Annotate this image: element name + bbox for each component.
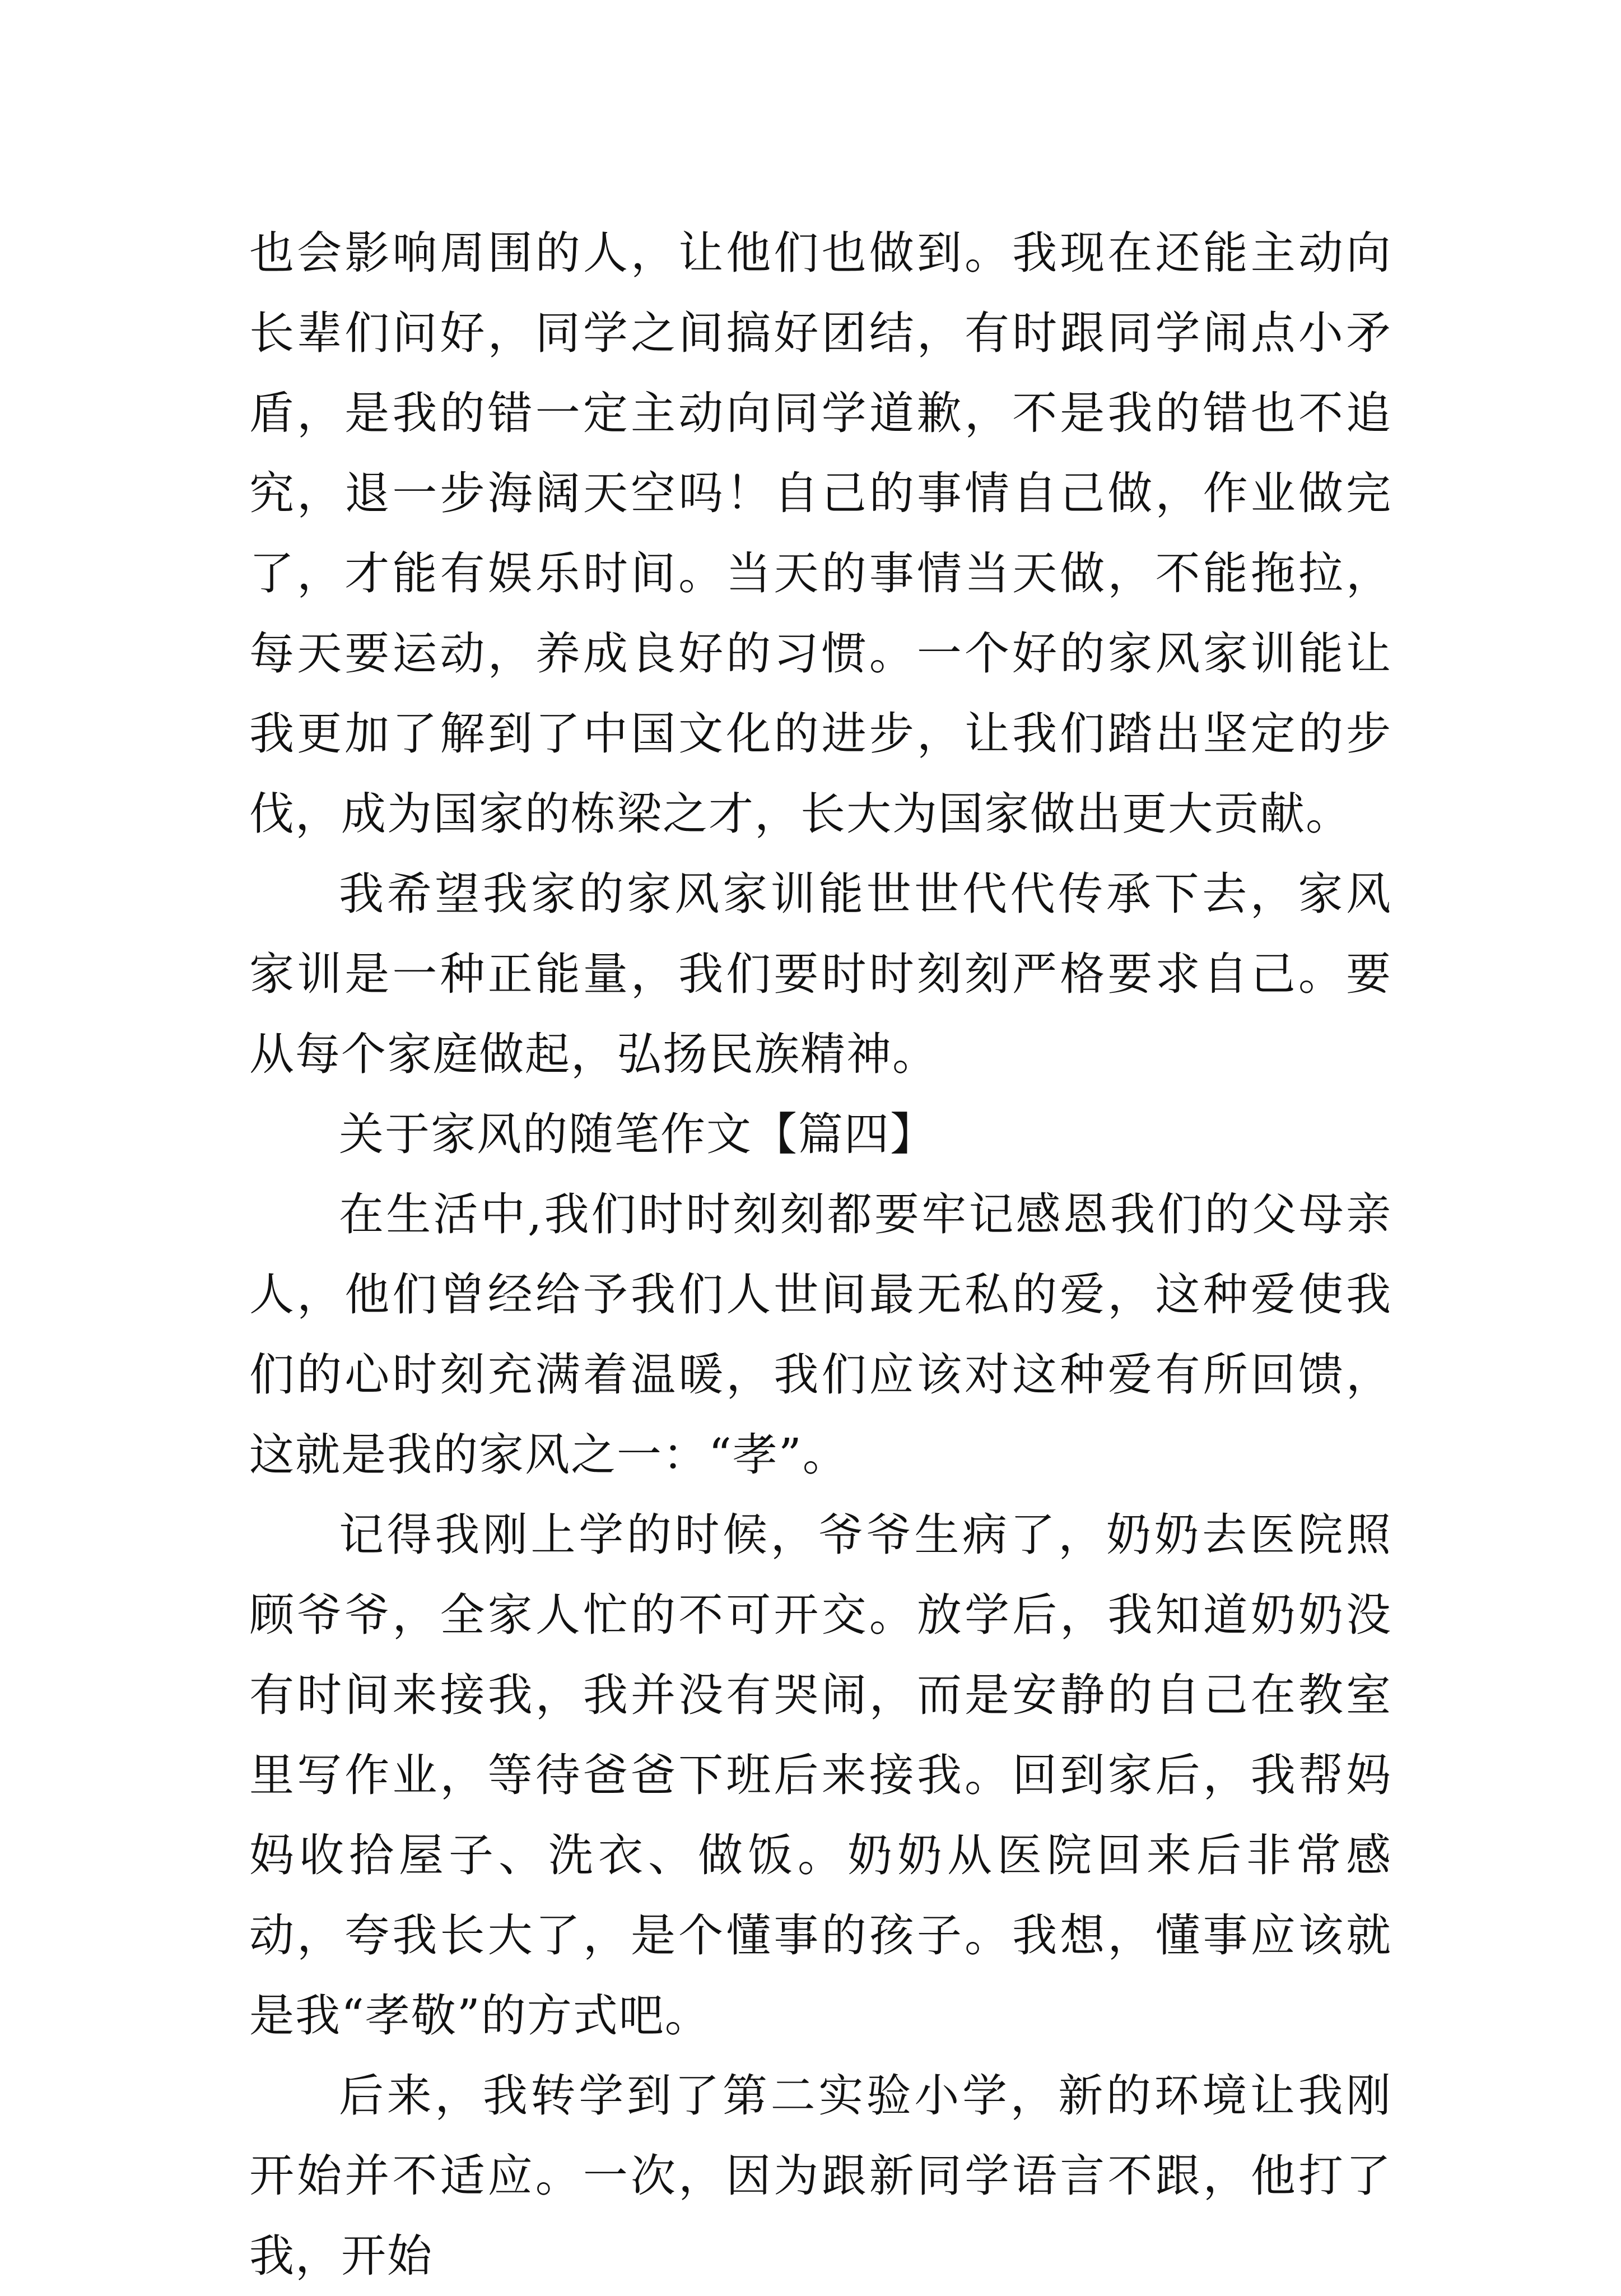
section-heading: 关于家风的随笔作文【篇四】 (339, 1108, 936, 1160)
paragraph-transfer: 后来，我转学到了第二实验小学，新的环境让我刚开始并不适应。一次，因为跟新同学语言不跟，他打了我，开始 (249, 2070, 1392, 2282)
paragraph-memory: 记得我刚上学的时候，爷爷生病了，奶奶去医院照顾爷爷，全家人忙的不可开交。放学后，我知道奶奶没有时间来接我，我并没有哭闹，而是安静的自己在教室里写作业，等待爸爸下班后来接我。回到家后，我帮妈妈收拾屋子、洗衣、做饭。奶奶从医院回来后非常感动，夸我长大了，是个懂事的孩子。我想，懂事应该就是我“孝敬”的方式吧。 (249, 1509, 1392, 2042)
paragraph-intro: 在生活中,我们时时刻刻都要牢记感恩我们的父母亲人，他们曾经给予我们人世间最无私的爱，这种爱使我们的心时刻充满着温暖，我们应该对这种爱有所回馈，这就是我的家风之一：“孝”。 (249, 1188, 1392, 1481)
paragraph-continuation: 也会影响周围的人，让他们也做到。我现在还能主动向长辈们问好，同学之间搞好团结，有时跟同学闹点小矛盾，是我的错一定主动向同学道歉，不是我的错也不追究，退一步海阔天空吗！自己的事情自己做，作业做完了，才能有娱乐时间。当天的事情当天做，不能拖拉，每天要运动，养成良好的习惯。一个好的家风家训能让我更加了解到了中国文化的进步，让我们踏出坚定的步伐，成为国家的栋梁之才，长大为国家做出更大贡献。 (249, 227, 1392, 840)
paragraph-hope: 我希望我家的家风家训能世世代代传承下去，家风家训是一种正能量，我们要时时刻刻严格要求自己。要从每个家庭做起，弘扬民族精神。 (249, 868, 1392, 1080)
essay-body (249, 213, 1392, 2296)
